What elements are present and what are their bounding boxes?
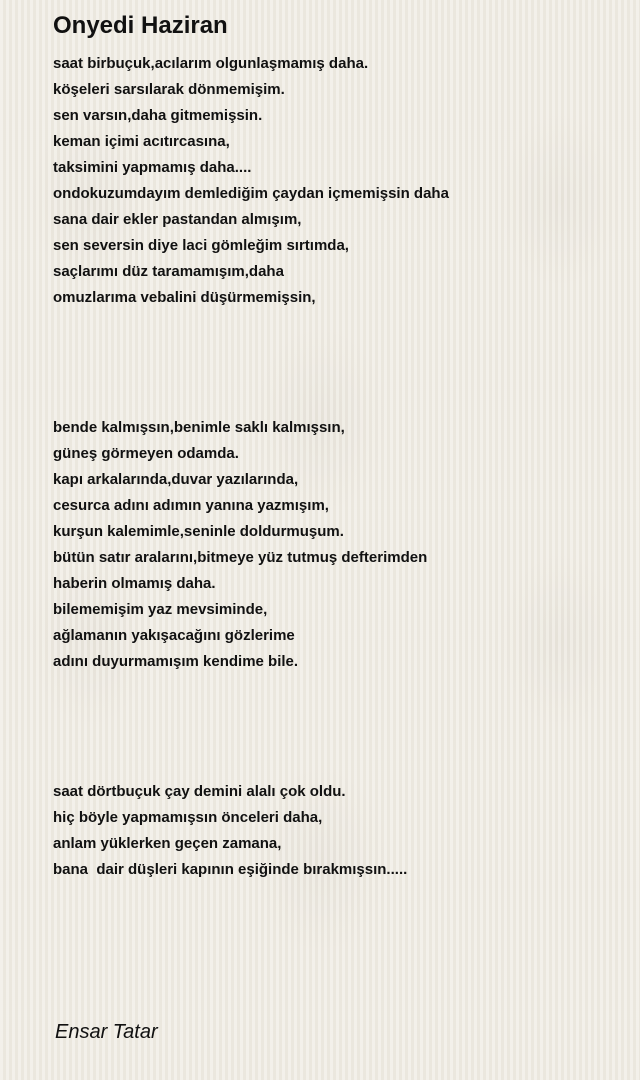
poem-body: [53, 51, 613, 883]
poem-author: Ensar Tatar: [55, 1021, 158, 1043]
poem-line: bende kalmışsın,benimle saklı kalmışsın,: [53, 419, 345, 436]
poem-line: bütün satır aralarını,bitmeye yüz tutmuş defterimden: [53, 549, 428, 566]
poem-line: bana dair düşleri kapının eşiğinde bırakmışsın.....: [53, 861, 408, 878]
poem-line: kapı arkalarında,duvar yazılarında,: [53, 471, 299, 488]
poem-title: Onyedi Haziran: [53, 12, 228, 39]
poem-line: ondokuzumdayım demlediğim çaydan içmemişsin daha: [53, 185, 449, 202]
poem-line: saat dörtbuçuk çay demini alalı çok oldu.: [53, 783, 346, 800]
poem-line: bilememişim yaz mevsiminde,: [53, 601, 268, 618]
poem-line: sana dair ekler pastandan almışım,: [53, 211, 302, 228]
poem-line: haberin olmamış daha.: [53, 575, 216, 592]
stanza-1: [53, 51, 613, 311]
poem-line: keman içimi acıtırcasına,: [53, 133, 230, 150]
poem-line: hiç böyle yapmamışsın önceleri daha,: [53, 809, 323, 826]
poem-line: ağlamanın yakışacağını gözlerime: [53, 627, 295, 644]
poem-line: sen seversin diye laci gömleğim sırtımda,: [53, 237, 349, 254]
poem-line: sen varsın,daha gitmemişsin.: [53, 107, 263, 124]
poem-line: omuzlarıma vebalini düşürmemişsin,: [53, 289, 316, 306]
stanza-3: [53, 779, 613, 883]
stanza-2: [53, 415, 613, 675]
poem-line: taksimini yapmamış daha....: [53, 159, 252, 176]
poem-line: köşeleri sarsılarak dönmemişim.: [53, 81, 285, 98]
poem-line: saçlarımı düz taramamışım,daha: [53, 263, 284, 280]
poem-line: cesurca adını adımın yanına yazmışım,: [53, 497, 329, 514]
poem-line: saat birbuçuk,acılarım olgunlaşmamış daha.: [53, 55, 369, 72]
poem-line: kurşun kalemimle,seninle doldurmuşum.: [53, 523, 344, 540]
poem-line: adını duyurmamışım kendime bile.: [53, 653, 299, 670]
poem-line: anlam yüklerken geçen zamana,: [53, 835, 282, 852]
poem-line: güneş görmeyen odamda.: [53, 445, 239, 462]
